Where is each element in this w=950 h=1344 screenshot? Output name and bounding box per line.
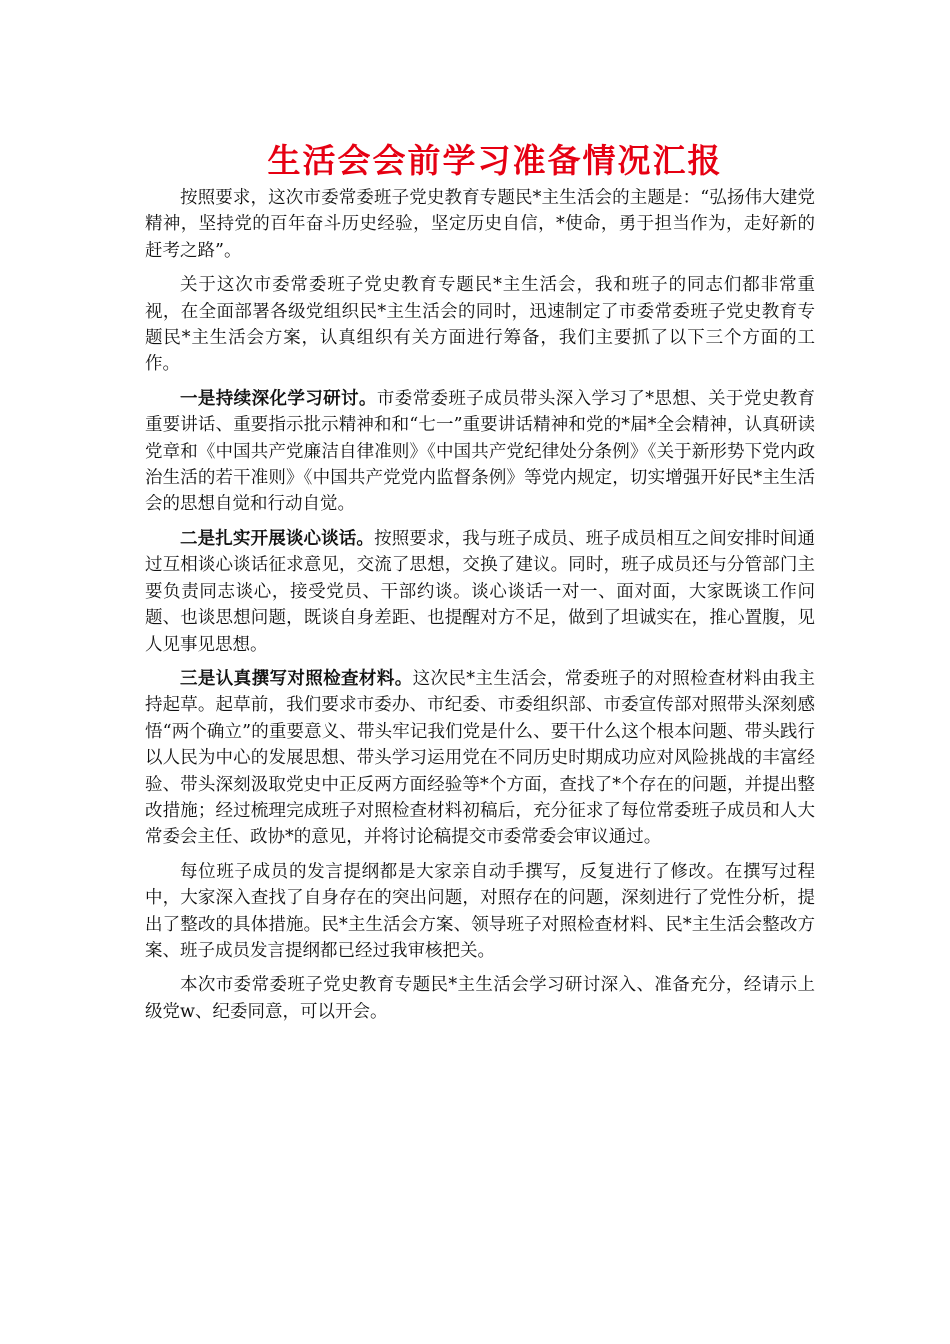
paragraph-4-text: 按照要求，我与班子成员、班子成员相互之间安排时间通过互相谈心谈话征求意见，交流了思想，交换了建议。同时，班子成员还与分管部门主要负责同志谈心，接受党员、干部约谈。谈心谈话一对一、面对面，大家既谈工作问题、也谈思想问题，既谈自身差距、也提醒对方不足，做到了坦诚实在，推心置腹，见人见事见思想。 bbox=[145, 528, 816, 655]
paragraph-3 bbox=[145, 386, 815, 518]
document-title: 生活会会前学习准备情况汇报 bbox=[267, 141, 723, 180]
paragraph-1 bbox=[145, 185, 815, 264]
paragraph-7 bbox=[145, 972, 815, 1025]
paragraph-4-lead: 二是扎实开展谈心谈话。 bbox=[180, 528, 375, 549]
paragraph-7-text: 本次市委常委班子党史教育专题民*主生活会学习研讨深入、准备充分，经请示上级党w、纪委同意，可以开会。 bbox=[145, 975, 815, 1022]
paragraph-4 bbox=[145, 526, 815, 658]
paragraph-2-text: 关于这次市委常委班子党史教育专题民*主生活会，我和班子的同志们都非常重视，在全面部署各级党组织民*主生活会的同时，迅速制定了市委常委班子党史教育专题民*主生活会方案，认真组织有关方面进行筹备，我们主要抓了以下三个方面的工作。 bbox=[145, 275, 815, 375]
paragraph-5-lead: 三是认真撰写对照检查材料。 bbox=[180, 668, 413, 689]
paragraph-5-text: 这次民*主生活会，常委班子的对照检查材料由我主持起草。起草前，我们要求市委办、市纪委、市委组织部、市委宣传部对照带头深刻感悟“两个确立”的重要意义、带头牢记我们党是什么、要干什么这个根本问题、带头践行以人民为中心的发展思想、带头学习运用党在不同历史时期成功应对风险挑战的丰富经验、带头深刻汲取党史中正反两方面经验等*个方面，查找了*个存在的问题，并提出整改措施；经过梳理完成班子对照检查材料初稿后，充分征求了每位常委班子成员和人大常委会主任、政协*的意见，并将讨论稿提交市委常委会审议通过。 bbox=[145, 668, 816, 848]
paragraph-6 bbox=[145, 859, 815, 965]
paragraph-3-lead: 一是持续深化学习研讨。 bbox=[180, 388, 377, 409]
paragraph-3-text: 市委常委班子成员带头深入学习了*思想、关于党史教育重要讲话、重要指示批示精神和和“七一”重要讲话精神和党的*届*全会精神，认真研读党章和《中国共产党廉洁自律准则》《中国共产党纪律处分条例》《关于新形势下党内政治生活的若干准则》《中国共产党党内监督条例》等党内规定，切实增强开好民*主生活会的思想自觉和行动自觉。 bbox=[145, 388, 816, 515]
document-body bbox=[145, 185, 815, 1033]
paragraph-2 bbox=[145, 272, 815, 378]
paragraph-5 bbox=[145, 666, 815, 851]
paragraph-1-text: 按照要求，这次市委常委班子党史教育专题民*主生活会的主题是：“弘扬伟大建党精神，坚持党的百年奋斗历史经验，坚定历史自信，*使命，勇于担当作为，走好新的赶考之路”。 bbox=[145, 188, 815, 261]
paragraph-6-text: 每位班子成员的发言提纲都是大家亲自动手撰写，反复进行了修改。在撰写过程中，大家深入查找了自身存在的突出问题，对照存在的问题，深刻进行了党性分析，提出了整改的具体措施。民*主生活会方案、领导班子对照检查材料、民*主生活会整改方案、班子成员发言提纲都已经过我审核把关。 bbox=[145, 861, 815, 961]
